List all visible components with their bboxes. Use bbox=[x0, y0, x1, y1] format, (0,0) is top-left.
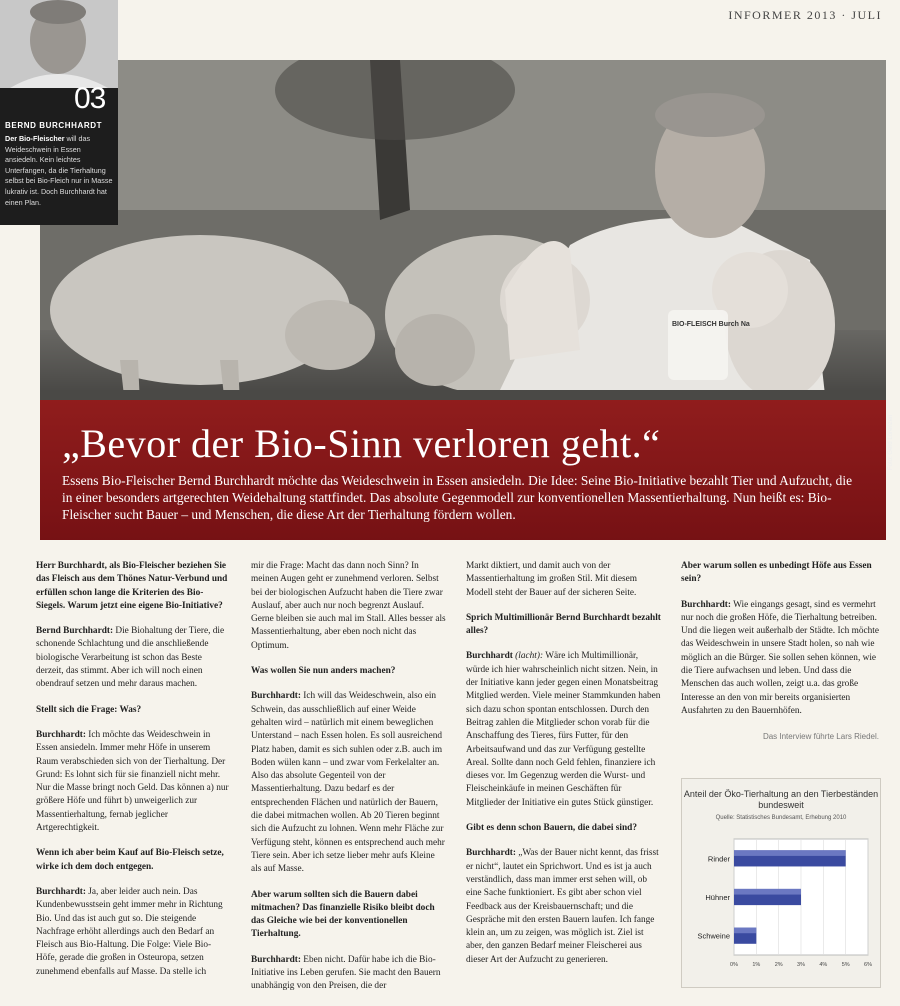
answer-text: Wäre ich Multimillionär, würde ich hier wahrscheinlich nicht sitzen. Nein, in der Initiative kann jeder gegen einen Monatsbeitrag Mitglied werden. Viele meiner Stammkunden haben sich dazu schon spontan entschlossen. Durch den Beitrag zahlen die Mitglieder schon vorab für die Anschaffung des Tieres, fürs Futter, für den Arbeitsaufwand und das zur Verfügung gestellte Areal. Sollte dann noch Geld fehlen, finanziere ich dieses vor. Im Gegenzug werden die Wurst- und Fleischeinkäufe in meinen Geschäften für Mitglieder der Initiative ein gutes Stück günstiger. bbox=[466, 651, 661, 808]
answer bbox=[36, 886, 231, 979]
speaker: Burchhardt: bbox=[251, 691, 301, 702]
shirt-text: BIO-FLEISCH Burch Na bbox=[672, 321, 750, 328]
x-tick-label: 5% bbox=[841, 962, 850, 968]
question: Gibt es denn schon Bauern, die dabei sind? bbox=[466, 823, 638, 834]
category-label: Rinder bbox=[707, 854, 730, 864]
portrait-name: BERND BURCHHARDT bbox=[5, 121, 103, 130]
x-tick-label: 4% bbox=[819, 962, 828, 968]
answer-text: Ich will das Weideschwein, also ein Schwein, das ausschließlich auf einer Weide gehalten wird – natürlich mit einem beweglichen Unterstand – nach Essen holen. Es soll ausreichend Platz haben, damit es sich suhlen oder z.B. auch im Boden wülen kann – und zwar vom Ferkelalter an. Also das absolute Gegenteil von der Massentierhaltung. Dazu bedarf es der entsprechenden Flächen und natürlich der Bauern, die dabei mitmachen wollen. Ab 20 Tieren beginnt sich die Aufzucht zu lohnen. Wenn mehr Fläche zur Verfügung steht, können es entsprechend auch mehr Tiere sein. Aber ich setze lieber mehr aufs Kleine als auf Masse. bbox=[251, 691, 445, 875]
answer-text: „Was der Bauer nicht kennt, das frisst er nicht“, lautet ein Sprichwort. Und es ist ja auch verständlich, dass man immer erst sehen will, ob eine Sache funktioniert. Es gibt aber schon viel Feedback aus der Kreisbauernschaft; und die Gespräche mit den ersten Bauern laufen. Ich fange klein an, um zu zeigen, was möglich ist. Ziel ist aber, den ganzen Bedarf meiner Fleischerei aus dieser Art der Aufzucht zu generieren. bbox=[466, 848, 659, 965]
portrait-illustration bbox=[0, 0, 118, 88]
photo-credit: Foto: Gerd Lorenzen bbox=[888, 414, 894, 470]
portrait-box bbox=[0, 0, 118, 225]
portrait-desc-rest: will das Weideschwein in Essen ansiedeln. Kein leichtes Unterfangen, da die Tierhaltung selbst bei Bio-Fleich nur in Masse lukrativ ist. Doch Burchhardt hat einen Plan. bbox=[5, 134, 113, 207]
speaker: Burchhardt bbox=[466, 651, 513, 662]
question: Aber warum sollten sich die Bauern dabei mitmachen? Das finanzielle Risiko bleibt doch das Gleiche wie bei der konventionellen Tierhaltung. bbox=[251, 889, 435, 940]
question: Wenn ich aber beim Kauf auf Bio-Fleisch setze, wirke ich dem doch entgegen. bbox=[36, 848, 224, 872]
lead-paragraph: Essens Bio-Fleischer Bernd Burchhardt möchte das Weideschwein in Essen ansiedeln. Die Idee: Seine Bio-Initiative bezahlt Tier und Aufzucht, die in einer besonders artgerechten Weidehaltung stattfindet. Das absolute Gegenmodell zur konventionellen Massentierhaltung. Nun heißt es: Bio-Fleischer sucht Bauer – und Menschen, die diese Art der Tierhaltung fördern wollen. bbox=[62, 473, 853, 522]
x-tick-label: 0% bbox=[730, 962, 738, 968]
chart-plot bbox=[682, 779, 880, 987]
question: Aber warum sollen es unbedingt Höfe aus Essen sein? bbox=[681, 561, 872, 585]
speaker: Burchhardt: bbox=[466, 848, 516, 859]
chart-title: Anteil der Öko-Tierhaltung an den Tierbeständen bundesweit bbox=[683, 789, 879, 810]
x-tick-label: 1% bbox=[752, 962, 761, 968]
portrait-number: 03 bbox=[74, 82, 106, 115]
answer bbox=[251, 690, 446, 876]
portrait-desc-strong: Der Bio-Fleischer bbox=[5, 134, 65, 143]
question: Stellt sich die Frage: Was? bbox=[36, 704, 142, 715]
page-header bbox=[0, 0, 900, 60]
question: Was wollen Sie nun anders machen? bbox=[251, 666, 396, 677]
article-column-1 bbox=[36, 560, 231, 991]
answer bbox=[681, 599, 879, 719]
speaker-aside: (lacht): bbox=[512, 651, 544, 662]
continued-text: mir die Frage: Macht das dann noch Sinn? In meinen Augen geht er zunehmend verloren. Selbst bei der biologischen Aufzucht haben die Tiere zwar Auslauf, aber auch nur noch begrenzt Auslauf. Gerne bleiben sie auch mal im Stall. Alles besser als Massentierhaltung, aber eben noch nicht das Optimum. bbox=[251, 561, 446, 651]
interview-signature: Das Interview führte Lars Riedel. bbox=[762, 732, 879, 742]
answer bbox=[466, 847, 661, 967]
bar-highlight bbox=[734, 928, 756, 934]
category-label: Schweine bbox=[697, 931, 730, 941]
answer bbox=[466, 650, 661, 810]
answer bbox=[36, 729, 231, 835]
x-tick-label: 3% bbox=[797, 962, 805, 968]
bar-chart bbox=[681, 778, 881, 988]
speaker: Burchhardt: bbox=[251, 954, 301, 965]
speaker: Bernd Burchhardt: bbox=[36, 626, 114, 637]
category-label: Hühner bbox=[705, 893, 730, 902]
answer-text: Ja, aber leider auch nein. Das Kundenbewusstsein geht immer mehr in Richtung Bio. Und das ist auch gut so. Die steigende Nachfrage erhöht allerdings auch den Bedarf an Fleisch aus Bio-Haltung. Die Folge: Viele Bio-Höfe, gerade die großen in Osteuropa, setzen zunehmend ebenfalls auf Masse. Da stelle ich bbox=[36, 886, 223, 977]
question: Herr Burchhardt, als Bio-Fleischer beziehen Sie das Fleisch aus dem Thönes Natur-Verbund und erfüllen schon lange die Kriterien des Bio-Siegels. Warum jetzt eine eigene Bio-Initiative? bbox=[36, 561, 228, 611]
answer-text: Wie eingangs gesagt, sind es vermehrt nur noch die großen Höfe, die Tierhaltung betreiben. Und die liegen weit außerhalb der Städte. Ich möchte das Weideschwein in unsere Stadt holen, so nah wie möglich an die Bürger. Sie sollen sehen können, wie die Tiere aufwachsen und leben. Und dass die Menschen das auch wollen, zeigt u.a. das große Interesse an den von mir bereits organisierten Ausfahrten zu den Bauernhöfen. bbox=[681, 599, 880, 716]
portrait-photo bbox=[0, 0, 118, 88]
answer-text: Ich möchte das Weideschwein in Essen ansiedeln. Immer mehr Höfe in unserem Raum verabschieden sich von der Tierhaltung. Der Grund: Es lohnt sich für sie finanziell nicht mehr. Nur die Masse bringt noch Geld. Das können a) nur größere Höfe und führt b) unweigerlich zur Massentierhaltung, fernab jeglicher Artgerechtigkeit. bbox=[36, 729, 229, 834]
issue-label: INFORMER 2013 · JULI bbox=[728, 8, 882, 22]
portrait-description bbox=[5, 134, 115, 208]
answer bbox=[251, 954, 446, 994]
question: Sprich Multimillionär Bernd Burchhardt bezahlt alles? bbox=[466, 612, 661, 637]
answer-text: Die Biohaltung der Tiere, die schonende Schlachtung und die anschließende biologische Verarbeitung ist schon das Beste derzeit, das stimmt. Aber ich will noch einen obendrauf setzen und mehr daraus machen. bbox=[36, 626, 225, 690]
continued-text: Markt diktiert, und damit auch von der Massentierhaltung im großen Stil. Mit diesem Modell steht der Bauer auf der sicheren Seite. bbox=[466, 561, 637, 598]
article-column-3 bbox=[466, 560, 661, 979]
answer-text: Eben nicht. Dafür habe ich die Bio-Initiative ins Leben gerufen. Sie macht den Bauern unabhängig von den Preisen, die der bbox=[251, 954, 441, 992]
bar-highlight bbox=[734, 850, 846, 856]
answer bbox=[36, 625, 231, 691]
bar-highlight bbox=[734, 889, 801, 895]
headline: „Bevor der Bio-Sinn verloren geht.“ bbox=[62, 421, 661, 466]
article-column-2 bbox=[251, 560, 446, 1006]
chart-subtitle: Quelle: Statistisches Bundesamt, Erhebung 2010 bbox=[715, 815, 847, 821]
article-column-4 bbox=[681, 560, 879, 744]
x-tick-label: 6% bbox=[864, 962, 872, 968]
speaker: Burchhardt: bbox=[36, 886, 86, 897]
speaker: Burchhardt: bbox=[681, 599, 731, 610]
x-tick-label: 2% bbox=[774, 962, 783, 968]
speaker: Burchhardt: bbox=[36, 729, 86, 740]
